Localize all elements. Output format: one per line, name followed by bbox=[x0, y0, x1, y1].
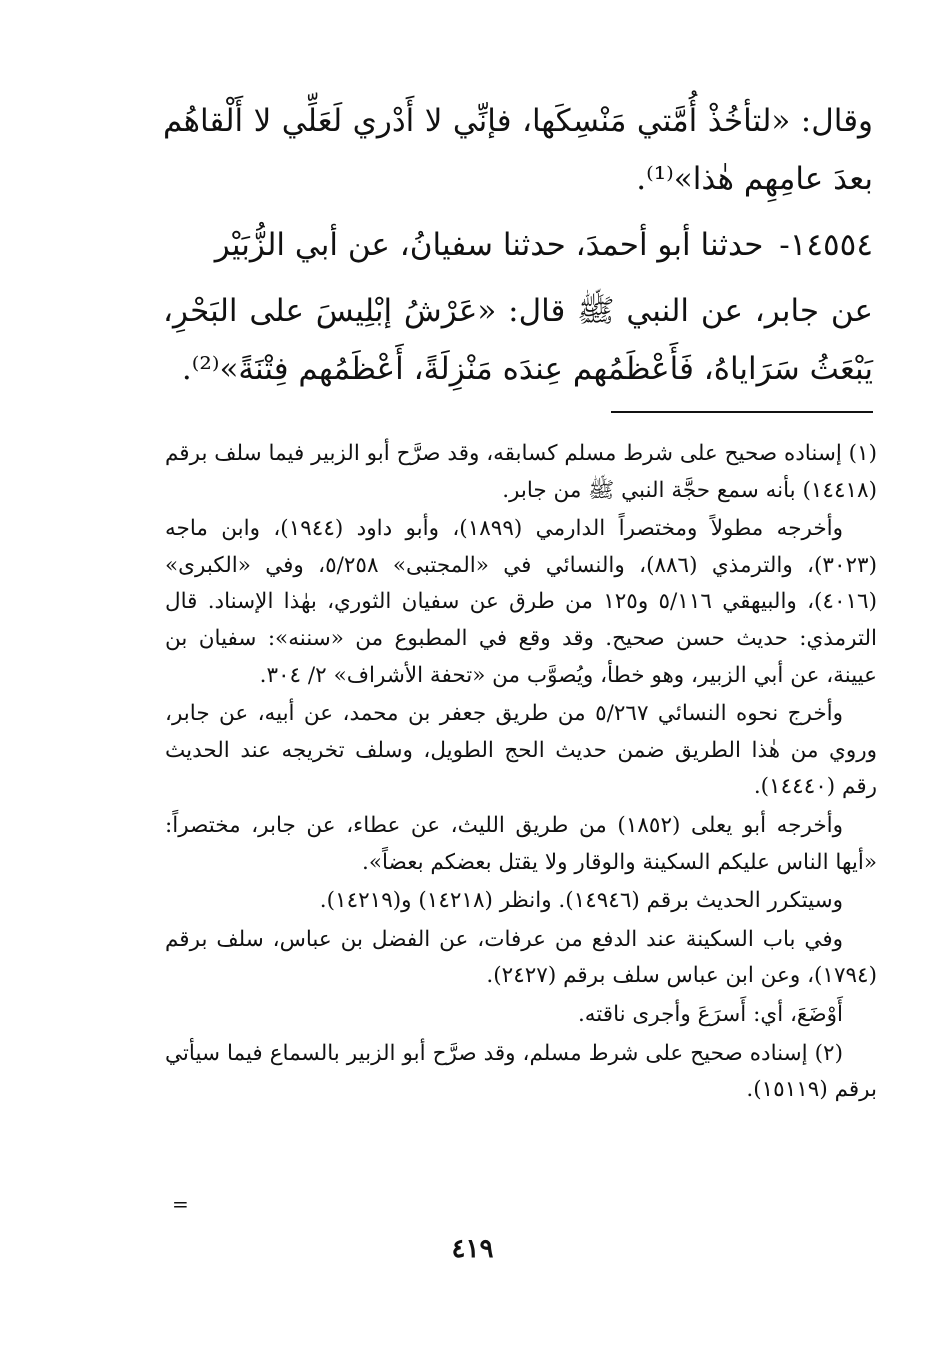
footnote-1-gloss: أَوْضَعَ، أي: أَسرَعَ وأجرى ناقته. bbox=[577, 1001, 843, 1027]
footnote-1: (١) إسناده صحيح على شرط مسلم كسابقه، وقد صرَّح أبو الزبير فيما سلف برقم (١٤٤١٨) بأنه سمع حجَّة النبي ﷺ من جابر. bbox=[165, 441, 877, 503]
hadith-heading bbox=[163, 216, 873, 274]
footnote-1-bab: وفي باب السكينة عند الدفع من عرفات، عن الفضل بن عباس، سلف برقم (١٧٩٤)، وعن ابن عباس سلف برقم (٢٤٢٧). bbox=[165, 926, 877, 989]
footnote-separator-line bbox=[611, 411, 873, 413]
footnote-2: (٢) إسناده صحيح على شرط مسلم، وقد صرَّح أبو الزبير بالسماع فيما سيأتي برقم (١٥١١٩). bbox=[165, 1040, 877, 1103]
footnote-1-takhrij: وأخرجه مطولاً ومختصراً الدارمي (١٨٩٩)، وأبو داود (١٩٤٤)، وابن ماجه (٣٠٢٣)، والترمذي (٨٨٦)، والنسائي في «المجتبى» ٥/٢٥٨، وفي «الكبرى» (٤٠١٦)، والبيهقي ٥/١١٦ و١٢٥ من طرق عن سفيان الثوري، بهٰذا الإسناد. قال الترمذي: حديث حسن صحيح. وقد وقع في المطبوع من «سننه»: سفيان بن عيينة، عن أبي الزبير، وهو خطأ، ويُصوَّب من «تحفة الأشراف» ٢/ ٣٠٤. bbox=[165, 516, 877, 688]
main-text-paragraph-3: عن جابر، عن النبي ﷺ قال: «عَرْشُ إبْلِيسَ على البَحْرِ، يَبْعَثُ سَرَاياهُ، فَأَعْظَمُهم عِندَه مَنْزِلَةً، أَعْظَمُهم فِتْنَةً»⁽²⁾. bbox=[163, 293, 873, 387]
page-number: ٤١٩ bbox=[451, 1234, 494, 1264]
footnotes-section bbox=[165, 436, 877, 1111]
footnote-1-abu-yala: وأخرجه أبو يعلى (١٨٥٢) من طريق الليث، عن عطاء، عن جابر، مختصراً: «أيها الناس عليكم السكينة والوقار ولا يقتل بعضكم بعضاً». bbox=[165, 812, 877, 875]
continuation-mark: = bbox=[172, 1192, 189, 1216]
hadith-isnad: حدثنا أبو أحمدَ، حدثنا سفيانُ، عن أبي الزُّبَيْر bbox=[214, 227, 764, 263]
footnote-1-nasai: وأخرج نحوه النسائي ٥/٢٦٧ من طريق جعفر بن محمد، عن أبيه، عن جابر، وروي من هٰذا الطريق ضمن حديث الحج الطويل، وسلف تخريجه عند الحديث رقم (١٤٤٤٠). bbox=[165, 701, 877, 800]
hadith-number: ١٤٥٥٤- bbox=[779, 227, 873, 263]
main-text-paragraph-1: وقال: «لتأخُذْ أُمَّتي مَنْسِكَها، فإنِّي لا أَدْري لَعَلِّي لا أَلْقاهُم بعدَ عامِهِم هٰذا»⁽¹⁾. bbox=[163, 103, 873, 197]
footnote-1-repeat: وسيتكرر الحديث برقم (١٤٩٤٦). وانظر (١٤٢١٨) و(١٤٢١٩). bbox=[319, 888, 843, 914]
